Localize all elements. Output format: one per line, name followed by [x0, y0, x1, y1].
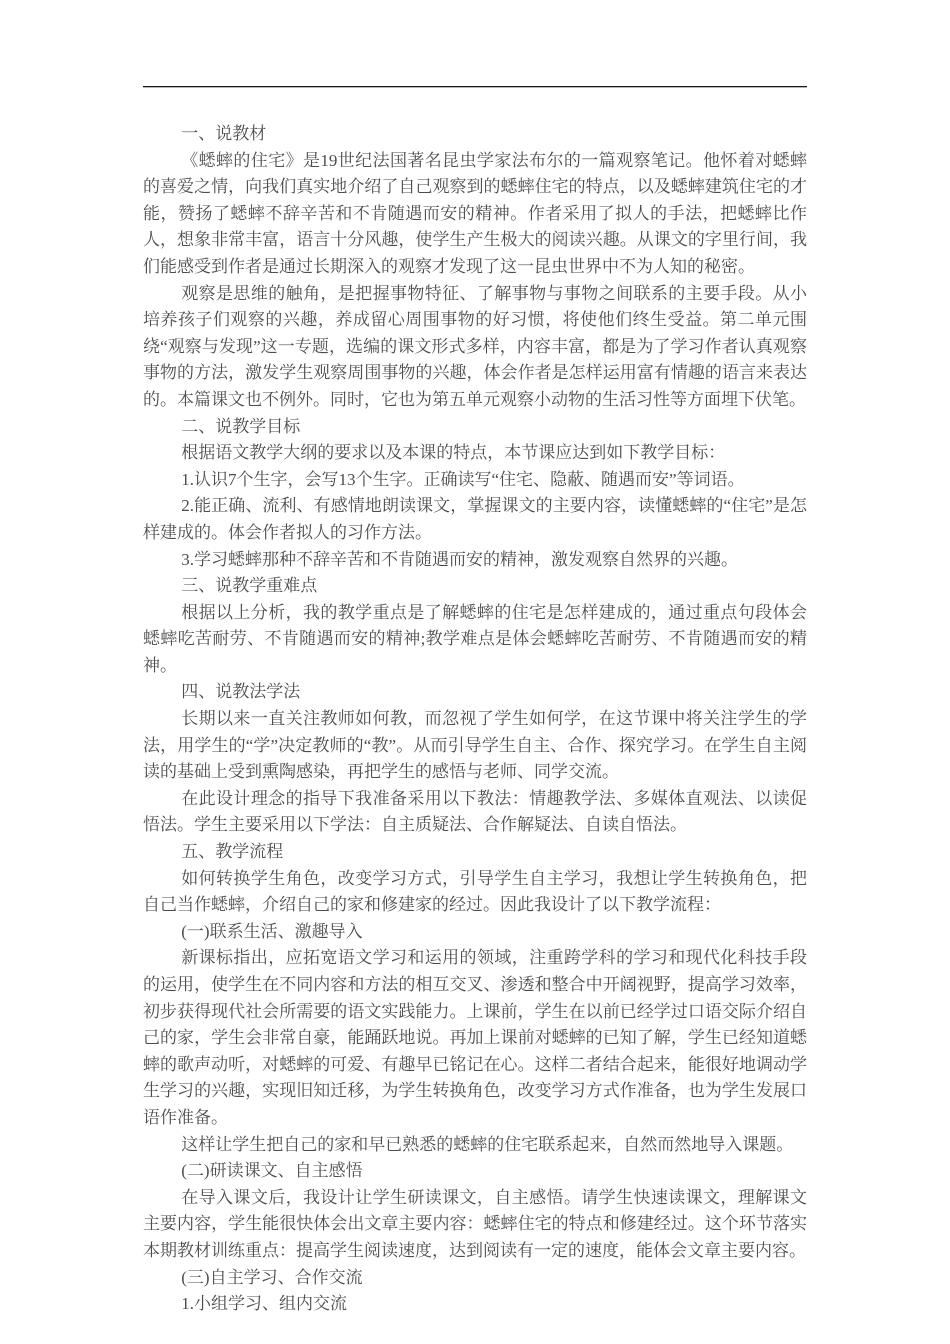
horizontal-rule — [143, 86, 807, 88]
paragraph: 在导入课文后，我设计让学生研读课文，自主感悟。请学生快速读课文，理解课文主要内容，学生能很快体会出文章主要内容：蟋蟀住宅的特点和修建经过。这个环节落实本期教材训练重点：提高学生阅读速度，达到阅读有一定的速度，能体会文章主要内容。 — [143, 1187, 807, 1260]
paragraph: 在此设计理念的指导下我准备采用以下教法：情趣教学法、多媒体直观法、以读促悟法。学生主要采用以下学法：自主质疑法、合作解疑法、自读自悟法。 — [143, 788, 807, 835]
document-body — [143, 121, 807, 1318]
section-heading: 二、说教学目标 — [181, 416, 301, 436]
paragraph: 这样让学生把自己的家和早已熟悉的蟋蟀的住宅联系起来，自然而然地导入课题。 — [181, 1134, 794, 1154]
list-item: 1.认识7个生字，会写13个生字。正确读写“住宅、隐蔽、随遇而安”等词语。 — [181, 469, 745, 489]
list-item: 1.小组学习、组内交流 — [181, 1294, 347, 1314]
section-heading: 一、说教材 — [181, 124, 267, 143]
section-heading: 三、说教学重难点 — [181, 576, 318, 596]
paragraph: 长期以来一直关注教师如何教，而忽视了学生如何学，在这节课中将关注学生的学法，用学生的“学”决定教师的“教”。从而引导学生自主、合作、探究学习。在学生自主阅读的基础上受到熏陶感染，再把学生的感悟与老师、同学交流。 — [143, 709, 807, 782]
subsection-heading: (三)自主学习、合作交流 — [181, 1267, 363, 1287]
subsection-heading: (二)研读课文、自主感悟 — [181, 1161, 363, 1181]
paragraph: 新课标指出，应拓宽语文学习和运用的领域，注重跨学科的学习和现代化科技手段的运用，使学生在不同内容和方法的相互交叉、渗透和整合中开阔视野，提高学习效率，初步获得现代社会所需要的语文实践能力。上课前，学生在以前已经学过口语交际介绍自己的家，学生会非常自豪，能踊跃地说。再加上课前对蟋蟀的已知了解，学生已经知道蟋蟀的歌声动听，对蟋蟀的可爱、有趣早已铭记在心。这样二者结合起来，能很好地调动学生学习的兴趣，实现旧知迁移，为学生转换角色，改变学习方式作准备，也为学生发展口语作准备。 — [143, 948, 807, 1127]
section-heading: 五、教学流程 — [181, 842, 284, 862]
section-heading: 四、说教法学法 — [181, 682, 301, 702]
document-content-column — [143, 86, 807, 1318]
paragraph: 观察是思维的触角，是把握事物特征、了解事物与事物之间联系的主要手段。从小培养孩子们观察的兴趣，养成留心周围事物的好习惯，将使他们终生受益。第二单元围绕“观察与发现”这一专题，选编的课文形式多样，内容丰富，都是为了学习作者认真观察事物的方法，激发学生观察周围事物的兴趣，体会作者是怎样运用富有情趣的语言来表达的。本篇课文也不例外。同时，它也为第五单元观察小动物的生活习性等方面埋下伏笔。 — [143, 283, 807, 409]
subsection-heading: (一)联系生活、激趣导入 — [181, 921, 363, 941]
list-item: 3.学习蟋蟀那种不辞辛苦和不肯随遇而安的精神，激发观察自然界的兴趣。 — [181, 549, 738, 569]
list-item: 2.能正确、流利、有感情地朗读课文，掌握课文的主要内容，读懂蟋蟀的“住宅”是怎样建成的。体会作者拟人的习作方法。 — [143, 496, 807, 542]
paragraph: 如何转换学生角色，改变学习方式，引导学生自主学习，我想让学生转换角色，把自己当作蟋蟀，介绍自己的家和修建家的经过。因此我设计了以下教学流程： — [143, 868, 807, 915]
paragraph: 《蟋蟀的住宅》是19世纪法国著名昆虫学家法布尔的一篇观察笔记。他怀着对蟋蟀的喜爱之情，向我们真实地介绍了自己观察到的蟋蟀住宅的特点，以及蟋蟀建筑住宅的才能，赞扬了蟋蟀不辞辛苦和不肯随遇而安的精神。作者采用了拟人的手法，把蟋蟀比作人，想象非常丰富，语言十分风趣，使学生产生极大的阅读兴趣。从课文的字里行间，我们能感受到作者是通过长期深入的观察才发现了这一昆虫世界中不为人知的秘密。 — [143, 150, 807, 276]
paragraph: 根据语文教学大纲的要求以及本课的特点，本节课应达到如下教学目标： — [181, 443, 726, 463]
paragraph: 根据以上分析，我的教学重点是了解蟋蟀的住宅是怎样建成的，通过重点句段体会蟋蟀吃苦耐劳、不肯随遇而安的精神;教学难点是体会蟋蟀吃苦耐劳、不肯随遇而安的精神。 — [143, 602, 807, 675]
